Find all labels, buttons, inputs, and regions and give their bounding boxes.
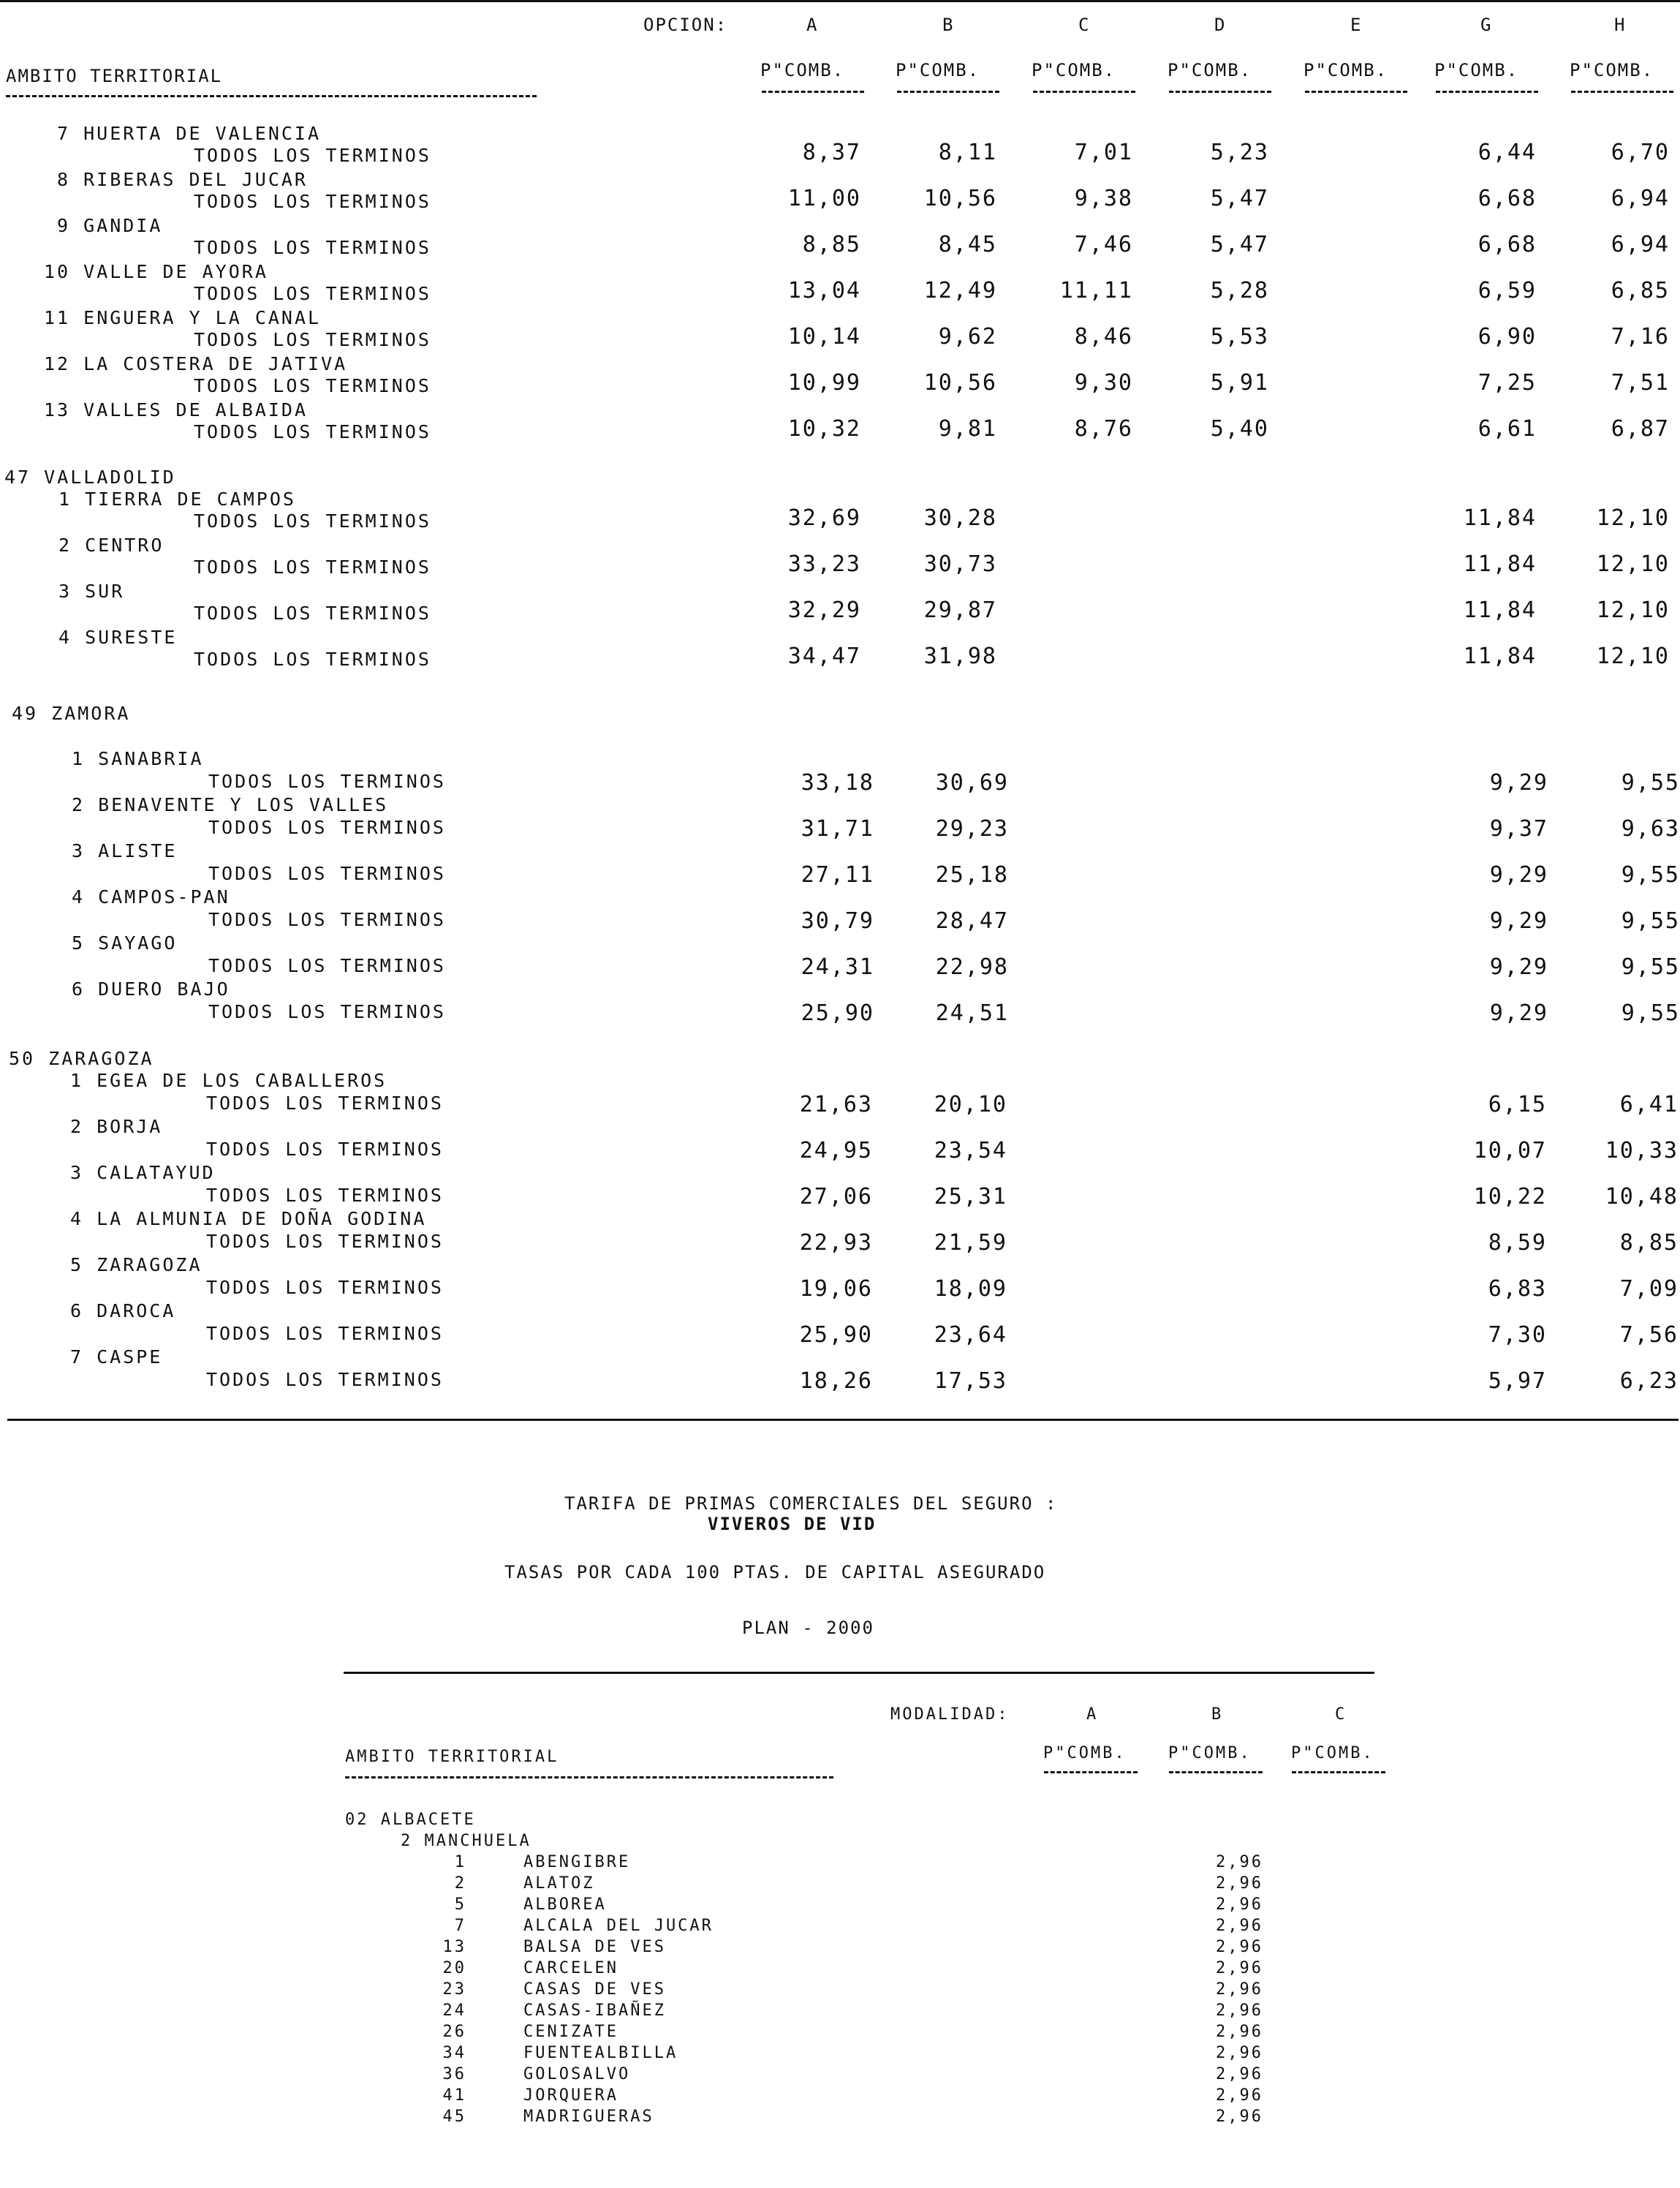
value-b: 30,73 (923, 551, 997, 577)
terminos-label: TODOS LOS TERMINOS (194, 145, 431, 166)
municipio-code: 1 (454, 1853, 466, 1871)
value-a: 33,23 (787, 551, 861, 577)
comarca-manchuela: 2 MANCHUELA (401, 1832, 531, 1850)
unit-c: P"COMB. (1032, 60, 1116, 80)
unit-underline-b (897, 91, 999, 93)
value-h: 6,87 (1611, 416, 1670, 442)
value-h: 6,70 (1611, 140, 1670, 165)
terminos-label: TODOS LOS TERMINOS (208, 817, 446, 838)
value-g: 9,29 (1489, 1000, 1548, 1026)
unit-h: P"COMB. (1570, 60, 1654, 80)
value-h: 10,33 (1605, 1138, 1679, 1163)
value-a: 34,47 (787, 644, 861, 669)
mod-unit-underline-a (1044, 1771, 1138, 1773)
value-b: 23,54 (934, 1138, 1007, 1163)
municipio-value-b: 2,96 (1216, 2002, 1263, 2020)
mod-unit-c: P"COMB. (1291, 1744, 1374, 1762)
comarca-label: 10 VALLE DE AYORA (44, 261, 268, 282)
municipio-value-b: 2,96 (1216, 1895, 1263, 1914)
value-a: 24,95 (799, 1138, 873, 1163)
terminos-label: TODOS LOS TERMINOS (194, 191, 431, 212)
municipio-code: 13 (442, 1938, 466, 1956)
value-a: 13,04 (787, 278, 861, 303)
unit-g: P"COMB. (1434, 60, 1519, 80)
value-c: 8,46 (1074, 324, 1133, 350)
value-h: 9,55 (1621, 908, 1680, 934)
comarca-label: 5 SAYAGO (72, 932, 178, 954)
value-h: 7,51 (1611, 370, 1670, 396)
value-h: 12,10 (1596, 505, 1670, 531)
value-a: 30,79 (801, 908, 874, 934)
value-d: 5,23 (1210, 140, 1269, 165)
value-g: 6,83 (1488, 1276, 1547, 1302)
value-g: 11,84 (1463, 551, 1537, 577)
value-c: 11,11 (1059, 278, 1133, 303)
value-g: 11,84 (1463, 644, 1537, 669)
value-a: 8,37 (802, 140, 861, 165)
municipio-name: BALSA DE VES (523, 1938, 666, 1956)
municipio-value-b: 2,96 (1216, 1917, 1263, 1935)
terminos-label: TODOS LOS TERMINOS (194, 557, 431, 578)
bottom-ambito-underline (345, 1776, 833, 1778)
value-a: 33,18 (801, 770, 874, 796)
value-a: 31,71 (801, 816, 874, 842)
terminos-label: TODOS LOS TERMINOS (206, 1093, 444, 1114)
municipio-code: 26 (442, 2023, 466, 2041)
value-c: 9,30 (1074, 370, 1133, 396)
value-c: 8,76 (1074, 416, 1133, 442)
municipio-code: 45 (442, 2108, 466, 2126)
value-b: 10,56 (923, 186, 997, 211)
value-h: 6,94 (1611, 186, 1670, 211)
value-g: 8,59 (1488, 1230, 1547, 1256)
value-g: 6,90 (1477, 324, 1537, 350)
value-b: 20,10 (934, 1092, 1007, 1117)
value-a: 18,26 (799, 1368, 873, 1394)
value-g: 6,44 (1477, 140, 1537, 165)
ambito-underline (6, 95, 537, 97)
tariff-rate-note: TASAS POR CADA 100 PTAS. DE CAPITAL ASEGURADO (504, 1562, 1046, 1582)
value-c: 7,46 (1074, 232, 1133, 257)
value-a: 10,99 (787, 370, 861, 396)
municipio-name: ALATOZ (523, 1874, 595, 1893)
value-b: 31,98 (923, 644, 997, 669)
municipio-value-b: 2,96 (1216, 1853, 1263, 1871)
province-albacete: 02 ALBACETE (345, 1811, 476, 1829)
value-h: 6,85 (1611, 278, 1670, 303)
value-g: 7,30 (1488, 1322, 1547, 1348)
unit-underline-h (1571, 91, 1673, 93)
terminos-label: TODOS LOS TERMINOS (194, 375, 431, 396)
value-g: 5,97 (1488, 1368, 1547, 1394)
mod-col-b: B (1211, 1705, 1224, 1724)
mod-unit-a: P"COMB. (1043, 1744, 1127, 1762)
unit-underline-d (1169, 91, 1271, 93)
value-g: 7,25 (1477, 370, 1537, 396)
mod-unit-b: P"COMB. (1168, 1744, 1252, 1762)
value-a: 19,06 (799, 1276, 873, 1302)
ambito-label: AMBITO TERRITORIAL (6, 66, 223, 86)
value-a: 27,11 (801, 862, 874, 888)
municipio-name: CASAS DE VES (523, 1980, 666, 1999)
value-g: 9,29 (1489, 862, 1548, 888)
value-b: 22,98 (935, 954, 1009, 980)
comarca-label: 12 LA COSTERA DE JATIVA (44, 353, 348, 374)
municipio-name: GOLOSALVO (523, 2065, 631, 2083)
value-h: 8,85 (1619, 1230, 1679, 1256)
col-header-d: D (1214, 15, 1227, 35)
unit-underline-c (1033, 91, 1135, 93)
option-label: OPCION: (643, 15, 728, 35)
value-b: 8,11 (938, 140, 997, 165)
municipio-value-b: 2,96 (1216, 2086, 1263, 2105)
value-a: 25,90 (799, 1322, 873, 1348)
province-label: 47 VALLADOLID (4, 467, 176, 488)
value-g: 6,15 (1488, 1092, 1547, 1117)
municipio-value-b: 2,96 (1216, 2023, 1263, 2041)
value-a: 10,14 (787, 324, 861, 350)
value-b: 9,62 (938, 324, 997, 350)
terminos-label: TODOS LOS TERMINOS (208, 863, 446, 884)
plan-label: PLAN - 2000 (742, 1618, 874, 1638)
value-a: 27,06 (799, 1184, 873, 1210)
province-label: 49 ZAMORA (12, 703, 131, 724)
comarca-label: 3 CALATAYUD (70, 1162, 216, 1183)
tariff-title: TARIFA DE PRIMAS COMERCIALES DEL SEGURO : (564, 1493, 1058, 1514)
comarca-label: 4 SURESTE (58, 627, 178, 648)
value-h: 12,10 (1596, 644, 1670, 669)
value-g: 6,61 (1477, 416, 1537, 442)
municipio-name: MADRIGUERAS (523, 2108, 654, 2126)
value-b: 23,64 (934, 1322, 1007, 1348)
municipio-value-b: 2,96 (1216, 1959, 1263, 1977)
value-h: 6,94 (1611, 232, 1670, 257)
value-a: 8,85 (802, 232, 861, 257)
value-b: 18,09 (934, 1276, 1007, 1302)
municipio-name: ALBOREA (523, 1895, 607, 1914)
value-g: 6,68 (1477, 232, 1537, 257)
mod-col-c: C (1335, 1705, 1347, 1724)
terminos-label: TODOS LOS TERMINOS (206, 1185, 444, 1206)
value-d: 5,47 (1210, 186, 1269, 211)
municipio-code: 24 (442, 2002, 466, 2020)
unit-e: P"COMB. (1303, 60, 1388, 80)
terminos-label: TODOS LOS TERMINOS (208, 909, 446, 930)
comarca-label: 6 DAROCA (70, 1300, 176, 1321)
value-h: 12,10 (1596, 597, 1670, 623)
value-g: 9,37 (1489, 816, 1548, 842)
comarca-label: 6 DUERO BAJO (72, 978, 230, 1000)
terminos-label: TODOS LOS TERMINOS (194, 237, 431, 258)
tariff-subject: VIVEROS DE VID (708, 1514, 877, 1534)
value-h: 7,56 (1619, 1322, 1679, 1348)
value-d: 5,28 (1210, 278, 1269, 303)
value-h: 9,55 (1621, 862, 1680, 888)
comarca-label: 3 SUR (58, 581, 125, 602)
value-h: 9,55 (1621, 954, 1680, 980)
value-a: 22,93 (799, 1230, 873, 1256)
municipio-code: 2 (454, 1874, 466, 1893)
municipio-value-b: 2,96 (1216, 2108, 1263, 2126)
municipio-name: CASAS-IBAÑEZ (523, 2002, 666, 2020)
col-header-h: H (1614, 15, 1627, 35)
terminos-label: TODOS LOS TERMINOS (206, 1139, 444, 1160)
col-header-a: A (806, 15, 819, 35)
value-b: 25,18 (935, 862, 1009, 888)
value-h: 6,23 (1619, 1368, 1679, 1394)
value-d: 5,47 (1210, 232, 1269, 257)
comarca-label: 1 SANABRIA (72, 748, 204, 769)
value-b: 9,81 (938, 416, 997, 442)
unit-d: P"COMB. (1168, 60, 1252, 80)
value-h: 6,41 (1619, 1092, 1679, 1117)
municipio-code: 34 (442, 2044, 466, 2062)
value-b: 8,45 (938, 232, 997, 257)
municipio-code: 36 (442, 2065, 466, 2083)
value-c: 9,38 (1074, 186, 1133, 211)
value-g: 9,29 (1489, 770, 1548, 796)
value-b: 29,23 (935, 816, 1009, 842)
comarca-label: 1 TIERRA DE CAMPOS (58, 488, 296, 510)
unit-underline-a (762, 91, 864, 93)
bottom-ambito-label: AMBITO TERRITORIAL (345, 1748, 559, 1766)
unit-a: P"COMB. (760, 60, 845, 80)
comarca-label: 8 RIBERAS DEL JUCAR (57, 169, 308, 190)
comarca-label: 4 CAMPOS-PAN (72, 886, 230, 908)
value-d: 5,40 (1210, 416, 1269, 442)
comarca-label: 3 ALISTE (72, 840, 178, 861)
terminos-label: TODOS LOS TERMINOS (194, 510, 431, 532)
municipio-name: ALCALA DEL JUCAR (523, 1917, 714, 1935)
municipio-name: JORQUERA (523, 2086, 618, 2105)
municipio-code: 7 (454, 1917, 466, 1935)
value-g: 6,59 (1477, 278, 1537, 303)
municipio-name: CARCELEN (523, 1959, 618, 1977)
value-g: 11,84 (1463, 505, 1537, 531)
value-b: 29,87 (923, 597, 997, 623)
unit-b: P"COMB. (896, 60, 980, 80)
top-rule (0, 0, 1680, 2)
value-g: 11,84 (1463, 597, 1537, 623)
comarca-label: 7 CASPE (70, 1346, 163, 1368)
terminos-label: TODOS LOS TERMINOS (194, 329, 431, 350)
terminos-label: TODOS LOS TERMINOS (208, 955, 446, 976)
comarca-label: 7 HUERTA DE VALENCIA (57, 123, 322, 144)
terminos-label: TODOS LOS TERMINOS (206, 1277, 444, 1298)
value-d: 5,91 (1210, 370, 1269, 396)
modalidad-label: MODALIDAD: (890, 1705, 1010, 1724)
municipio-value-b: 2,96 (1216, 1938, 1263, 1956)
col-header-b: B (942, 15, 955, 35)
mod-col-a: A (1086, 1705, 1099, 1724)
terminos-label: TODOS LOS TERMINOS (206, 1369, 444, 1390)
comarca-label: 2 BENAVENTE Y LOS VALLES (72, 794, 389, 815)
terminos-label: TODOS LOS TERMINOS (194, 283, 431, 304)
value-h: 9,55 (1621, 770, 1680, 796)
comarca-label: 4 LA ALMUNIA DE DOÑA GODINA (70, 1208, 427, 1229)
unit-underline-g (1436, 91, 1538, 93)
bottom-top-rule (344, 1672, 1374, 1674)
value-b: 30,28 (923, 505, 997, 531)
value-h: 7,16 (1611, 324, 1670, 350)
value-a: 21,63 (799, 1092, 873, 1117)
value-b: 25,31 (934, 1184, 1007, 1210)
terminos-label: TODOS LOS TERMINOS (194, 649, 431, 670)
value-c: 7,01 (1074, 140, 1133, 165)
value-a: 11,00 (787, 186, 861, 211)
value-b: 12,49 (923, 278, 997, 303)
municipio-name: ABENGIBRE (523, 1853, 631, 1871)
value-g: 6,68 (1477, 186, 1537, 211)
col-header-e: E (1350, 15, 1363, 35)
terminos-label: TODOS LOS TERMINOS (206, 1323, 444, 1344)
terminos-label: TODOS LOS TERMINOS (208, 1001, 446, 1022)
value-a: 32,29 (787, 597, 861, 623)
comarca-label: 2 BORJA (70, 1116, 163, 1137)
table-end-rule (7, 1419, 1679, 1421)
comarca-label: 5 ZARAGOZA (70, 1254, 203, 1275)
comarca-label: 2 CENTRO (58, 535, 164, 556)
comarca-label: 13 VALLES DE ALBAIDA (44, 399, 309, 420)
value-d: 5,53 (1210, 324, 1269, 350)
unit-underline-e (1305, 91, 1407, 93)
value-h: 9,63 (1621, 816, 1680, 842)
comarca-label: 1 EGEA DE LOS CABALLEROS (70, 1070, 387, 1091)
value-h: 9,55 (1621, 1000, 1680, 1026)
value-g: 10,22 (1473, 1184, 1547, 1210)
municipio-code: 5 (454, 1895, 466, 1914)
value-h: 12,10 (1596, 551, 1670, 577)
value-b: 21,59 (934, 1230, 1007, 1256)
comarca-label: 11 ENGUERA Y LA CANAL (44, 307, 322, 328)
value-g: 9,29 (1489, 908, 1548, 934)
municipio-value-b: 2,96 (1216, 2065, 1263, 2083)
value-b: 10,56 (923, 370, 997, 396)
terminos-label: TODOS LOS TERMINOS (206, 1231, 444, 1252)
value-b: 17,53 (934, 1368, 1007, 1394)
value-a: 24,31 (801, 954, 874, 980)
value-a: 25,90 (801, 1000, 874, 1026)
value-b: 30,69 (935, 770, 1009, 796)
municipio-value-b: 2,96 (1216, 1874, 1263, 1893)
col-header-c: C (1078, 15, 1091, 35)
value-b: 28,47 (935, 908, 1009, 934)
province-label: 50 ZARAGOZA (9, 1048, 154, 1069)
value-h: 7,09 (1619, 1276, 1679, 1302)
value-a: 32,69 (787, 505, 861, 531)
municipio-name: FUENTEALBILLA (523, 2044, 678, 2062)
mod-unit-underline-b (1169, 1771, 1263, 1773)
terminos-label: TODOS LOS TERMINOS (194, 603, 431, 624)
municipio-value-b: 2,96 (1216, 1980, 1263, 1999)
value-a: 10,32 (787, 416, 861, 442)
municipio-code: 41 (442, 2086, 466, 2105)
value-g: 10,07 (1473, 1138, 1547, 1163)
municipio-code: 20 (442, 1959, 466, 1977)
col-header-g: G (1480, 15, 1493, 35)
value-b: 24,51 (935, 1000, 1009, 1026)
municipio-code: 23 (442, 1980, 466, 1999)
value-h: 10,48 (1605, 1184, 1679, 1210)
comarca-label: 9 GANDIA (57, 215, 163, 236)
terminos-label: TODOS LOS TERMINOS (208, 771, 446, 792)
municipio-value-b: 2,96 (1216, 2044, 1263, 2062)
terminos-label: TODOS LOS TERMINOS (194, 421, 431, 442)
municipio-name: CENIZATE (523, 2023, 618, 2041)
value-g: 9,29 (1489, 954, 1548, 980)
mod-unit-underline-c (1292, 1771, 1385, 1773)
